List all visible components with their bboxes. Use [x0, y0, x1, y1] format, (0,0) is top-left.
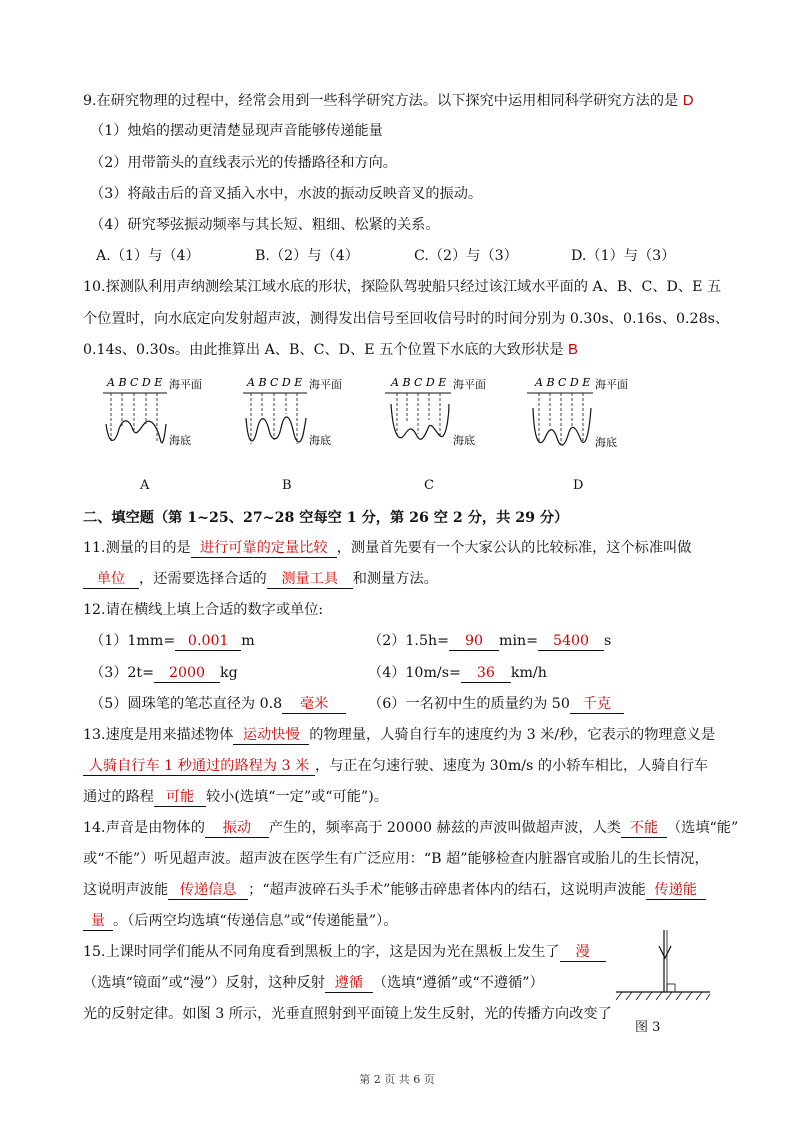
- q10-answer: B: [568, 341, 579, 358]
- q9-item-3: （3）将敲击后的音叉插入水中，水波的振动反映音叉的振动。: [90, 186, 483, 202]
- q9-item-4: （4）研究琴弦振动频率与其长短、粗细、松紧的关系。: [90, 217, 440, 233]
- diagram-label-c: C: [424, 478, 434, 493]
- q9-option-a: A.（1）与（4）: [96, 248, 200, 264]
- sea-floor-diagram-b: [243, 374, 363, 458]
- sea-floor-diagram-c: [385, 374, 505, 458]
- q11-blank-1: 进行可靠的定量比较: [191, 539, 337, 558]
- q9-option-d: D.（1）与（3）: [571, 248, 676, 264]
- q9-option-c: C.（2）与（3）: [414, 248, 518, 264]
- sea-floor-diagram-d: [527, 374, 647, 458]
- q12-item-6: （6）一名初中生的质量约为 50 千克: [368, 694, 624, 714]
- q11-line-2: 单位 ，还需要选择合适的 测量工具 和测量方法。: [83, 569, 438, 589]
- q9-option-b: B.（2）与（4）: [255, 248, 359, 264]
- q14-line-1: 14.声音是由物体的 振动 产生的，频率高于 20000 赫兹的声波叫做超声波，人类 不能 （选填“能”: [83, 820, 739, 836]
- svg-text:海平面: 海平面: [309, 378, 342, 391]
- svg-text:海底: 海底: [309, 434, 331, 447]
- q15-line-3: 光的反射定律。如图 3 所示，光垂直照射到平面镜上发生反射，光的传播方向改变了: [83, 1006, 612, 1022]
- sea-level-label: 海平面: [169, 378, 202, 391]
- q14-line-2: 或“不能”）听见超声波。超声波在医学生有广泛应用：“B 超”能够检查内脏器官或胎儿的生长情况，: [83, 851, 709, 867]
- diagram-label-a: A: [140, 478, 150, 493]
- q12-item-5: （5）圆珠笔的笔芯直径为 0.8 毫米: [90, 694, 346, 714]
- q13-line-3: 通过的路程 可能 较小(选填“一定”或“可能”)。: [83, 789, 388, 805]
- sea-floor-diagram-a: [103, 374, 223, 458]
- q9-item-1: （1）烛焰的摆动更清楚显现声音能够传递能量: [90, 123, 383, 139]
- q15-line-1: 15.上课时同学们能从不同角度看到黑板上的字，这是因为光在黑板上发生了 漫: [83, 942, 606, 962]
- q11-blank-3: 测量工具: [267, 570, 353, 589]
- svg-text:海平面: 海平面: [595, 378, 628, 391]
- q11-line-1: 11.测量的目的是 进行可靠的定量比较 ，测量首先要有一个大家公认的比较标准，这个标准叫做: [83, 540, 692, 556]
- page-footer: 第 2 页 共 6 页: [359, 1073, 435, 1086]
- q11-blank-2: 单位: [83, 570, 139, 589]
- q12-item-3: （3）2t= 2000 kg: [90, 665, 238, 681]
- sea-floor-label: 海底: [169, 434, 191, 447]
- svg-text:A B C D E: A B C D E: [391, 376, 447, 389]
- q10-line-1: 10.探测队利用声纳测绘某江域水底的形状，探险队驾驶船只经过该江域水平面的 A、B、C、D、E 五: [83, 279, 722, 295]
- q9-stem: 9.在研究物理的过程中，经常会用到一些科学研究方法。以下探究中运用相同科学研究方法的是 D: [83, 92, 694, 109]
- section-2-title: 二、填空题（第 1~25、27~28 空每空 1 分，第 26 空 2 分，共 29 分）: [83, 510, 569, 526]
- q12-stem: 12.请在横线上填上合适的数字或单位:: [83, 602, 324, 618]
- svg-text:海底: 海底: [453, 434, 475, 447]
- diagram-label-d: D: [573, 478, 584, 493]
- q12-item-1: （1）1mm= 0.001 m: [90, 633, 255, 649]
- diagram-label-b: B: [282, 478, 292, 493]
- q15-line-2: （选填“镜面”或“漫”）反射，这种反射 遵循 （选填“遵循”或“不遵循”）: [83, 975, 544, 991]
- q12-item-4: （4）10m/s= 36 km/h: [368, 665, 547, 681]
- svg-text:A B C D E: A B C D E: [535, 376, 591, 389]
- svg-text:海平面: 海平面: [453, 378, 486, 391]
- svg-text:A B C D E: A B C D E: [247, 376, 303, 389]
- svg-text:海底: 海底: [595, 436, 617, 449]
- diagram-points: A B C D E: [107, 376, 163, 389]
- q12-item-2: （2）1.5h= 90 min= 5400 s: [368, 633, 612, 649]
- q14-line-4: 量 。（后两空均选填“传递信息”或“传递能量”）。: [83, 911, 397, 931]
- q13-line-2: 人骑自行车 1 秒通过的路程为 3 米 ，与正在匀速行驶、速度为 30m/s 的小轿车相比，人骑自行车: [83, 756, 708, 776]
- q10-line-2: 个位置时，向水底定向发射超声波，测得发出信号至回收信号时的时间分别为 0.30s、0.16s、0.28s、: [83, 311, 730, 327]
- q9-item-2: （2）用带箭头的直线表示光的传播路径和方向。: [90, 155, 397, 171]
- q10-line-3: 0.14s、0.30s。由此推算出 A、B、C、D、E 五个位置下水底的大致形状是 B: [83, 341, 579, 358]
- q14-line-3: 这说明声波能 传递信息 ；“超声波碎石头手术”能够击碎患者体内的结石，这说明声波能 传递能: [83, 880, 706, 900]
- figure-3-mirror-diagram: [612, 928, 712, 1012]
- figure-3-caption: 图 3: [635, 1020, 661, 1035]
- q9-answer: D: [682, 92, 694, 109]
- q13-line-1: 13.速度是用来描述物体 运动快慢 的物理量，人骑自行车的速度约为 3 米/秒，它表示的物理意义是: [83, 727, 716, 743]
